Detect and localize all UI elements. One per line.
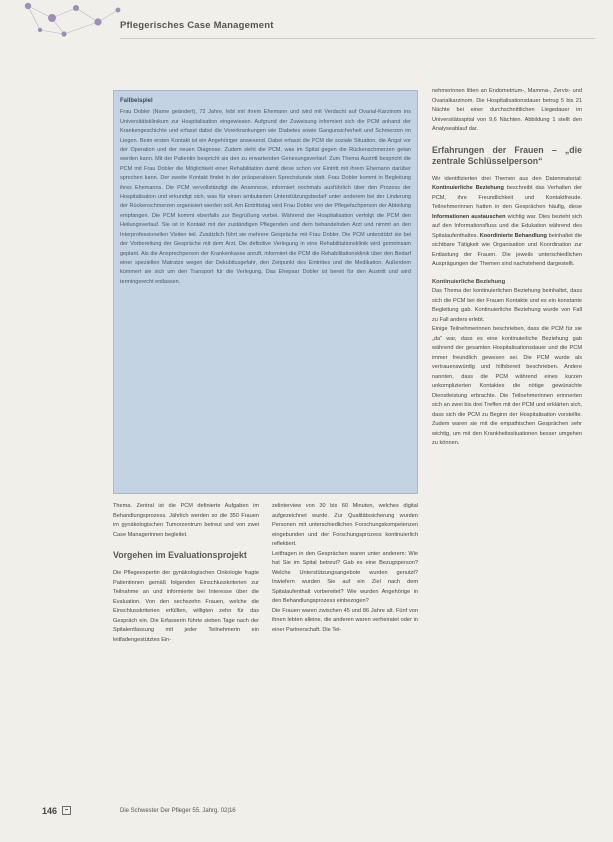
paragraph: Einige Teilnehmerinnen beschrieben, dass die PCM für sie „da“ war, dass es eine kontinuierliche Beziehung gab während der gesamten Hospitalisationsdauer und die PCM immer freundlich gewesen sei. Die PCM wurde als vertrauenswürdig und hilfsbereit beschrieben. Andere nannten, dass die PCM während eines kurzen unkomplizierten Kontaktes die nötige gewünschte Dienstleistung erbrachte. Die Teilnehmerinnen erinnerten sich an zwei bis drei Treffen mit der PCM und erklärten sich, dass sich die PCM zu Beginn der Hospitalisation vorstellte. Zudem waren sie mit die empathischen Gesprächen sehr wichtig, um mit den Krankheitssituationen besser umgehen zu können. xyxy=(432,326,582,446)
subheading-continuous-relationship: Kontinuierliche Beziehung xyxy=(432,278,506,285)
publication-footer: Die Schwester Der Pfleger 55. Jahrg. 02|16 xyxy=(120,808,236,814)
header-rule xyxy=(120,38,595,39)
paragraph: Leitfragen in den Gesprächen waren unter anderem: Wie hat Sie im Spital betreut? Gab es eine Bezugsperson? Welche Unterstützungsangebote wurden genutzt? Inwiefern wurden Sie auf ein Ziel nach dem Spitalaufenthalt vorbereitet? Wie wurden Angehörige in den Behandlungsprozess einbezogen? xyxy=(272,550,418,604)
column-left xyxy=(113,502,259,645)
column-middle xyxy=(272,502,418,635)
paragraph: Thema. Zentral ist die PCM definierte Aufgaben im Behandlungsprozess. Jährlich werden so die 350 Frauen im gynäkologischen Tumorzentrum betreut und von zwei Case Managerinnen begleitet. xyxy=(113,503,259,538)
case-example-title: Fallbeispiel xyxy=(120,98,153,104)
case-example-text: Frau Dobler (Name geändert), 72 Jahre, lebt mit ihrem Ehemann und wird mit Verdacht auf Ovarial-Karzinom ins Universitätsklinikum zur Hospitalisation eingewiesen. Aufgrund der Zuweisung informiert sich die PCM anhand der Krankengeschichte und erfasst dabei die Vorerkrankungen wie Diabetes sowie Gangunsicherheit und Schmerzen im Liegen. Beim ersten Kontakt ist ein Angehöriger anwesend. Dabei erfasst die PCM die soziale Situation, die Angst vor der Operation und der neuen Diagnose. Zudem sieht die PCM, was im Spital gegen die Rückenschmerzen getan werden kann. Mit der Patientin bespricht sie den zu erwartenden Genesungsverlauf. Zum Thema Austritt bespricht die PCM mit Frau Dobler die Möglichkeit einer Rehabilitation damit diese schon vor Eintritt mit ihrem Ehemann darüber sprechen kann. Der zweite Kontakt findet in der präoperativen Sprechstunde statt. Frau Dobler kommt in Begleitung ihres Ehemanns. Die PCM vervollständigt die Anamnese, informiert nochmals ausführlich über den Prozess der Hospitalisation und erkundigt sich, was für einen ambulanten Unterstützungsbedarf unter anderem bei der Linderung der Rückenschmerzen organisiert werden soll. Am Eintrittstag wird Frau Dobler von der Pflegefachperson der Abteilung empfangen. Die PCM kommt ebenfalls zur Begrüßung vorbei. Während der Hospitalisation verfolgt die PCM den Heilungsverlauf. Sie ist in Kontakt mit der zuständigen Pflegenden und dem behandelnden Arzt und nimmt an den Interprofessionellen Visiten teil. Zusätzlich führt sie mehrere Gespräche mit Frau Dobler. Die PCM unterstützt sie bei der Vorbereitung der Gespräche mit dem Arzt. Die definitive Verlegung in eine Rehabilitationsklinik wird gemeinsam geplant. Als die Ansprechperson der Krankenkasse anruft, informiert die PCM die Rehabilitationsklinik über den Bedarf einer speziellen Matratze wegen der Dekubitusgefahr, den Zeitpunkt des Eintrittes und die Medikation. Außerdem kümmert sie sich um den Transport für die Verlegung. Das Ehepaar Dobler ist bereit für den Austritt und wird termingerecht entlassen. xyxy=(120,109,411,285)
paragraph: zelinterview von 30 bis 60 Minuten, welches digital aufgezeichnet wurde. Zur Qualitätssicherung wurden Personen mit unterschiedlichen Forschungskompetenzen eingebunden und der Forschungsprozess kontinuierlich reflektiert. xyxy=(272,503,418,547)
paragraph: Die Frauen waren zwischen 45 und 86 Jahre alt. Fünf von ihnen lebten alleine, die anderen waren verheiratet oder in einer Partnerschaft. Die Tei- xyxy=(272,607,418,633)
page-number: 146 xyxy=(42,806,58,816)
section-heading-experiences: Erfahrungen der Frauen – „die zentrale Schlüsselperson“ xyxy=(432,144,582,166)
section-heading-procedure: Vorgehen im Evaluationsprojekt xyxy=(113,550,247,560)
page-icon xyxy=(62,806,71,815)
running-header: Pflegerisches Case Management xyxy=(120,20,274,31)
paragraph: nehmerinnen litten an Endometrium-, Mamma-, Zervix- und Ovarialkarzinom. Die Hospitalisationsdauer betrug 5 bis 21 Nächte bei einer durchschnittlichen Liegedauer im Universitätsspital von 9,6 Nächten. Abbildung 1 stellt den Analyseablauf dar. xyxy=(432,88,582,132)
paragraph: Die Pflegeexpertin der gynäkologischen Onkologie fragte Patientinnen gemäß folgenden Einschlusskriterien zur Teilnahme an und informierte bei Interesse über die Evaluation. Von den sechszehn Frauen, welche die Einschlusskriterien erfüllten, willigten zehn für das Gespräch ein. Die Erfasserin führte sieben Tage nach der Spitalentlassung mit jeder Teilnehmerin ein leitfadengestütztes Ein- xyxy=(113,570,259,643)
paragraph: Das Thema der kontinuierlichen Beziehung beinhaltet, dass sich die PCM bei der Frauen Kontakte und es ein konstante Begleitung gab. Kontinuierliche Beziehung wurde von Fall zu Fall anders erlebt. xyxy=(432,288,582,323)
case-example-box xyxy=(113,90,418,494)
paragraph-themes: Wir identifizierten drei Themen aus den Datenmaterial: Kontinuierliche Beziehung beschreibt das Verhalten der PCM, ihre Freundlichkeit und Kontaktfreude. Teilnehmerinnen hatten in den Gesprächen häufig, diese Informationen austauschen wichtig war. Dies bezieht sich auf den Informationsfluss und die Edukation während des Spitalaufenthaltes. Koordinierte Behandlung beinhaltet die sichtbare Tätigkeit wie Organisation und Koordination zur Entlastung der Frauen. Die jeweils unterschiedlichen Ausprägungen der Themen sind nachstehend dargestellt. xyxy=(432,175,582,267)
column-right xyxy=(432,87,582,449)
